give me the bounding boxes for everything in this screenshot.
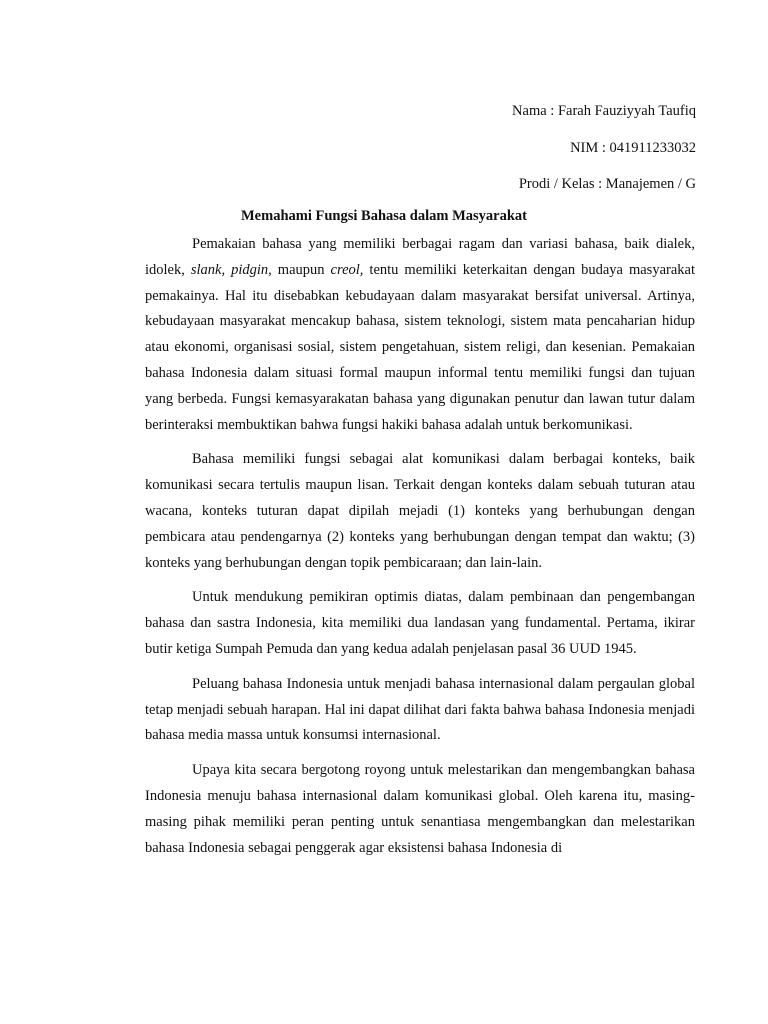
paragraph-1-italic-a: slank, pidgin — [190, 261, 269, 278]
paragraph-1-text-b: , maupun — [268, 261, 331, 278]
paragraph-1 — [145, 232, 695, 438]
student-id-line: NIM : 041911233032 — [570, 140, 696, 156]
paragraph-4: Peluang bahasa Indonesia untuk menjadi bahasa internasional dalam pergaulan global tetap menjadi sebuah harapan. Hal ini dapat dilihat dari fakta bahwa bahasa Indonesia menjadi bahasa media massa untuk konsumsi internasional. — [145, 675, 695, 744]
document-title: Memahami Fungsi Bahasa dalam Masyarakat — [241, 208, 527, 224]
program-class-line: Prodi / Kelas : Manajemen / G — [518, 176, 696, 192]
paragraph-2: Bahasa memiliki fungsi sebagai alat komunikasi dalam berbagai konteks, baik komunikasi secara tertulis maupun lisan. Terkait dengan konteks dalam sebuah tuturan atau wacana, konteks tuturan dapat dipilah mejadi (1) konteks yang berhubungan dengan pembicara atau pendengarnya (2) konteks yang berhubungan dengan tempat dan waktu; (3) konteks yang berhubungan dengan topik pembicaraan; dan lain-lain. — [145, 451, 695, 571]
author-name-line: Nama : Farah Fauziyyah Taufiq — [512, 103, 696, 119]
paragraph-1-italic-b: creol, — [330, 261, 364, 278]
paragraph-1-text-c: tentu memiliki keterkaitan dengan budaya masyarakat pemakainya. Hal itu disebabkan kebudayaan dalam masyarakat bersifat universal. Artinya, kebudayaan masyarakat mencakup bahasa, sistem teknologi, sistem mata pencaharian hidup atau ekonomi, organisasi sosial, sistem pengetahuan, sistem religi, dan kesenian. Pemakaian bahasa Indonesia dalam situasi formal maupun informal tentu memiliki fungsi dan tujuan yang berbeda. Fungsi kemasyarakatan bahasa yang digunakan penutur dan lawan tutur dalam berinteraksi membuktikan bahwa fungsi hakiki bahasa adalah untuk berkomunikasi. — [145, 261, 695, 433]
paragraph-1-text-a: Pemakaian bahasa yang memiliki berbagai ragam dan variasi bahasa, baik dialek, idolek, — [145, 236, 695, 278]
paragraph-3: Untuk mendukung pemikiran optimis diatas, dalam pembinaan dan pengembangan bahasa dan sastra Indonesia, kita memiliki dua landasan yang fundamental. Pertama, ikirar butir ketiga Sumpah Pemuda dan yang kedua adalah penjelasan pasal 36 UUD 1945. — [145, 589, 695, 657]
document-body — [145, 232, 695, 861]
paragraph-5: Upaya kita secara bergotong royong untuk melestarikan dan mengembangkan bahasa Indonesia menuju bahasa internasional dalam komunikasi global. Oleh karena itu, masing-masing pihak memiliki peran penting untuk senantiasa mengembangkan dan melestarikan bahasa Indonesia sebagai penggerak agar eksistensi bahasa Indonesia di — [145, 762, 695, 856]
